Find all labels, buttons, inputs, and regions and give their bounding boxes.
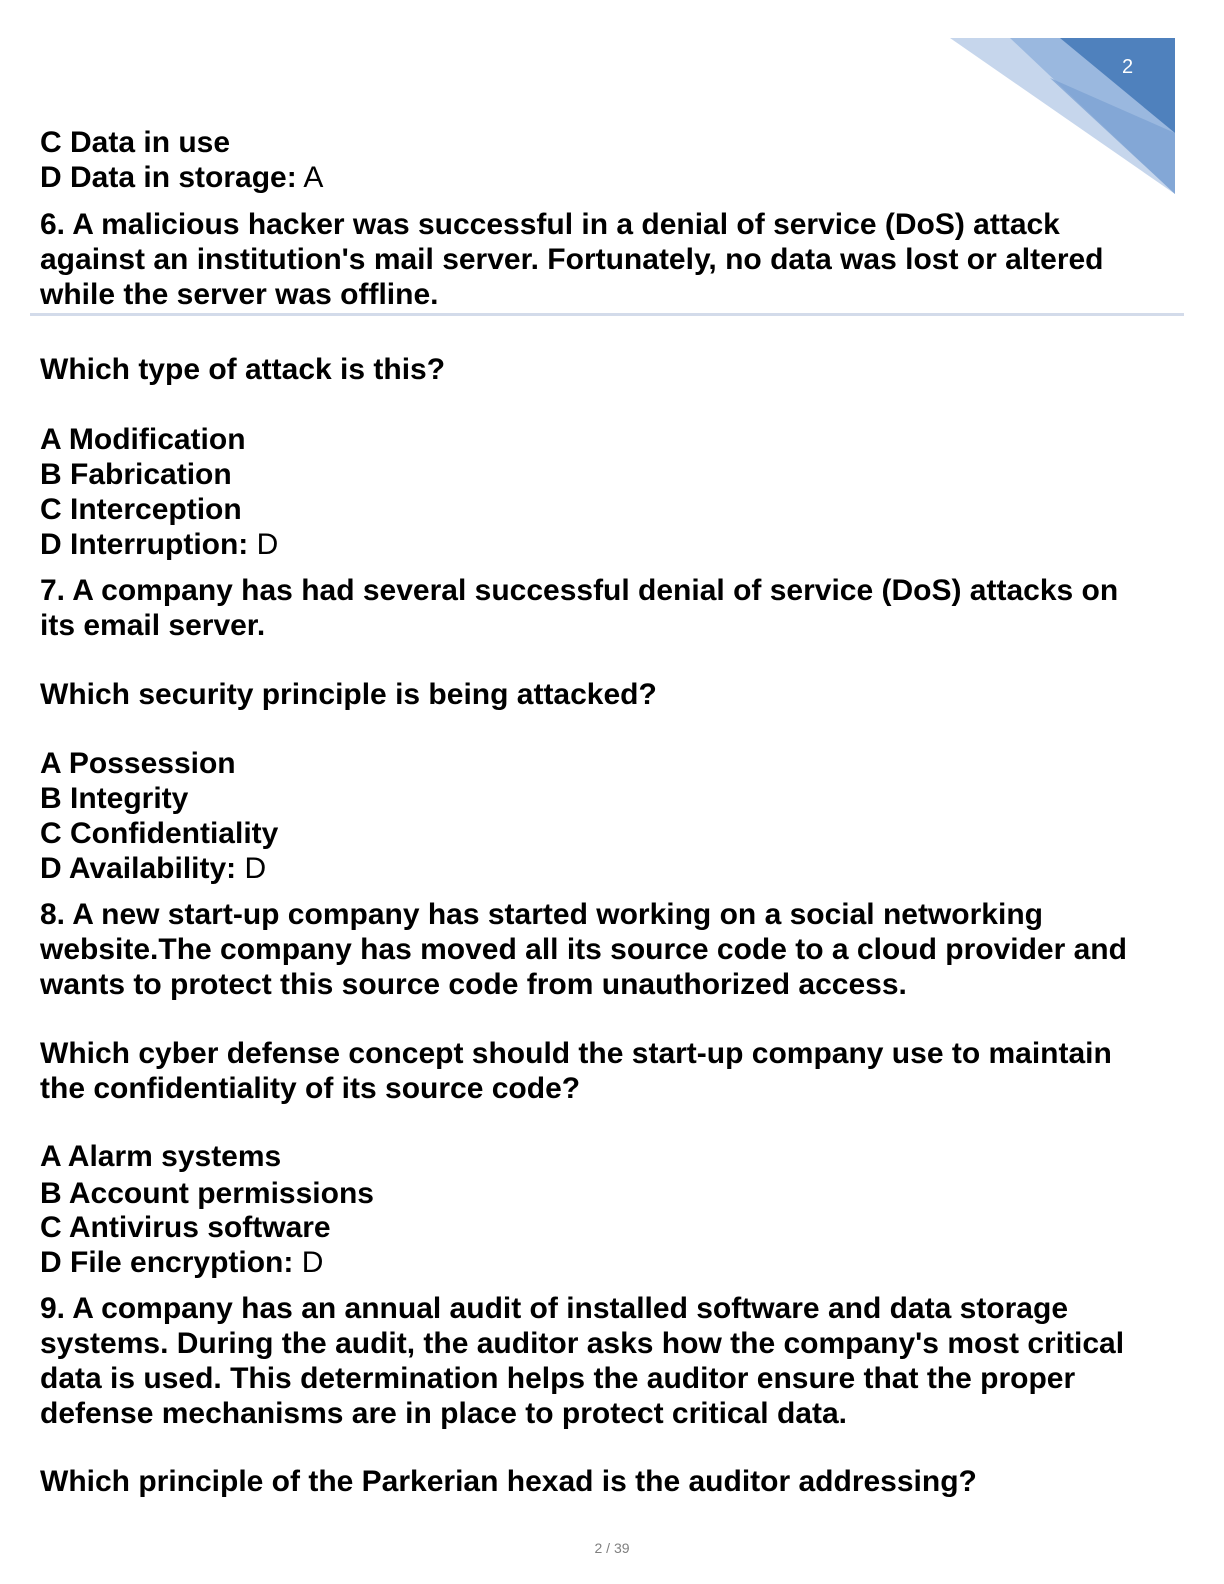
answer-q7: D: [236, 852, 267, 885]
question-8-line-1: 8. A new start-up company has started working on a social networking: [40, 898, 1043, 931]
question-8-prompt-line-2: the confidentiality of its source code?: [40, 1072, 581, 1105]
question-8-prompt-line-1: Which cyber defense concept should the start-up company use to maintain: [40, 1037, 1112, 1070]
corner-decoration: [950, 38, 1175, 194]
page-number: 2: [1122, 56, 1134, 78]
question-8-line-3: wants to protect this source code from unauthorized access.: [40, 968, 907, 1001]
option-q7-a: A Possession: [40, 747, 236, 780]
question-6-line-2: against an institution's mail server. Fortunately, no data was lost or altered: [40, 243, 1104, 276]
question-9-line-3: data is used. This determination helps the auditor ensure that the proper: [40, 1362, 1076, 1395]
option-q7-b: B Integrity: [40, 782, 189, 815]
option-q7-d: D Availability: D: [40, 852, 267, 885]
question-9-line-4: defense mechanisms are in place to protect critical data.: [40, 1397, 847, 1430]
option-q5-d: D Data in storage: A: [40, 161, 324, 194]
option-q6-a: A Modification: [40, 423, 246, 456]
answer-q6: D: [248, 528, 279, 561]
option-q6-c: C Interception: [40, 493, 242, 526]
answer-q8: D: [293, 1246, 324, 1279]
option-q8-a: A Alarm systems: [40, 1140, 282, 1173]
question-9-line-1: 9. A company has an annual audit of installed software and data storage: [40, 1292, 1068, 1325]
option-q6-d: D Interruption: D: [40, 528, 279, 561]
answer-q5: A: [296, 161, 324, 194]
header-divider: [30, 313, 1184, 316]
option-q7-c: C Confidentiality: [40, 817, 279, 850]
question-6-line-3: while the server was offline.: [40, 278, 439, 311]
question-7-line-2: its email server.: [40, 609, 266, 642]
question-6-line-1: 6. A malicious hacker was successful in a denial of service (DoS) attack: [40, 208, 1060, 241]
question-8-line-2: website.The company has moved all its source code to a cloud provider and: [40, 933, 1127, 966]
option-q8-d: D File encryption: D: [40, 1246, 324, 1279]
page-indicator: 2 / 39: [594, 1540, 630, 1556]
option-q8-c: C Antivirus software: [40, 1211, 331, 1244]
option-q8-b: B Account permissions: [40, 1177, 374, 1210]
option-q6-b: B Fabrication: [40, 458, 232, 491]
question-9-prompt: Which principle of the Parkerian hexad is the auditor addressing?: [40, 1465, 977, 1498]
question-7-prompt: Which security principle is being attacked?: [40, 678, 657, 711]
question-6-prompt: Which type of attack is this?: [40, 353, 446, 386]
question-9-line-2: systems. During the audit, the auditor asks how the company's most critical: [40, 1327, 1125, 1360]
question-7-line-1: 7. A company has had several successful denial of service (DoS) attacks on: [40, 574, 1119, 607]
option-q5-c: C Data in use: [40, 126, 231, 159]
